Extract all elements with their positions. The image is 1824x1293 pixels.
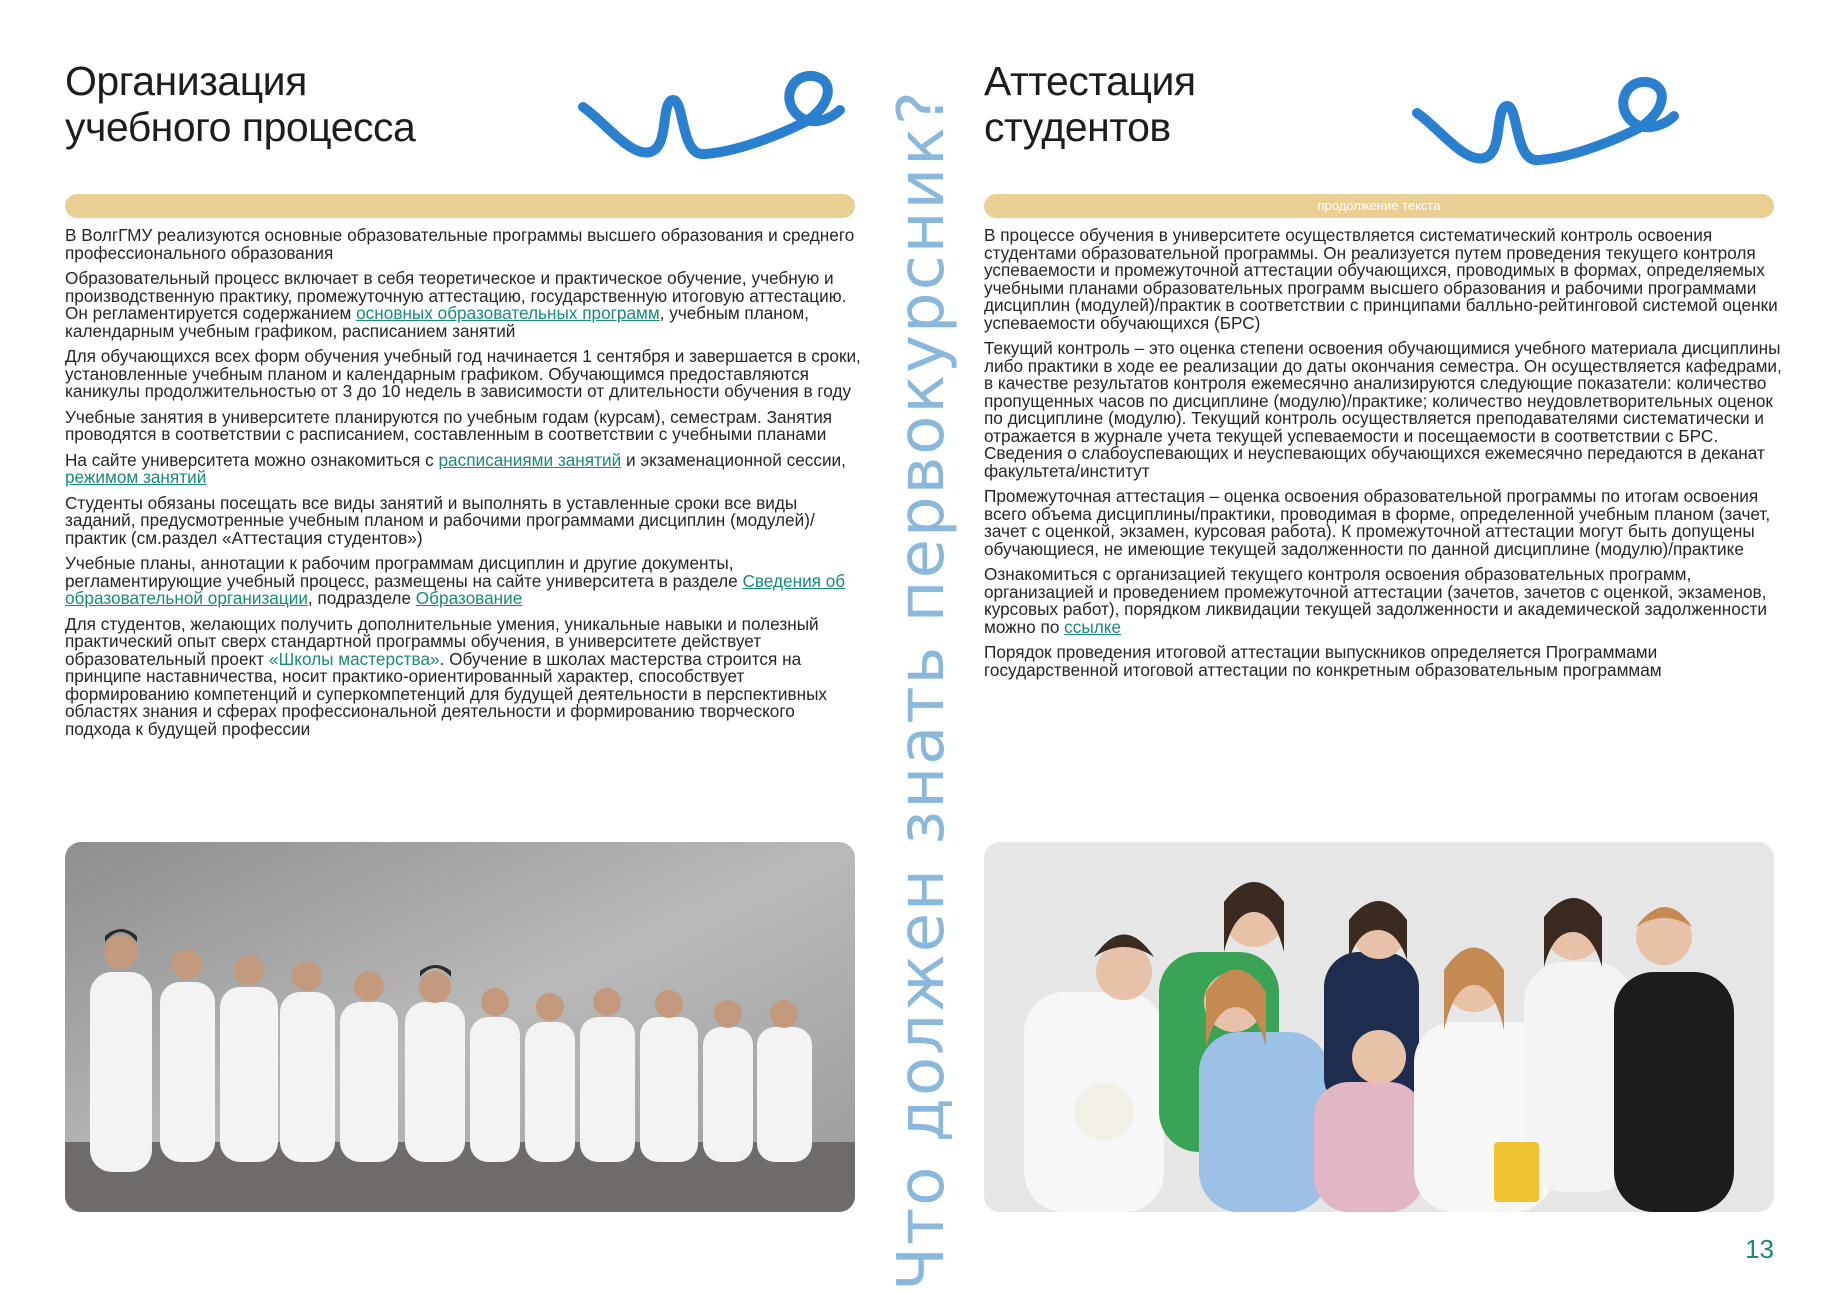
paragraph: Студенты обязаны посещать все виды занятий и выполнять в уставленные сроки все виды заданий, предусмотренные учебным планом и рабочими программами дисциплин (модулей)/практик (см.раздел «Аттестация студентов») (65, 492, 815, 548)
paragraph: Для студентов, желающих получить дополнительные умения, уникальные навыки и полезный практический опыт сверх стандартной программы обучения, в университете действует образовательный проект «Школы мастерства». Обучение в школах мастерства строится на принципе наставничества, носит практико-ориентированный характер, способствует формированию компетенций и суперкомпетенций для будущей деятельности в перспективных областях знания и сферах профессиональной деятельности и формированию творческого подхода к будущей профессии (65, 613, 828, 739)
continuation-band: продолжение текста (984, 194, 1774, 218)
organization-body (65, 227, 865, 746)
section-divider-band (65, 194, 855, 218)
link-education[interactable]: Образование (415, 588, 523, 608)
paragraph: Промежуточная аттестация – оценка освоения образовательной программы по итогам освоения всего объема дисциплины/практики, проводимая в форме, определенной учебным планом (зачет, зачет с оценкой, экзамен, курсовая работа). К промежуточной аттестации могут быть допущены обучающиеся, не имеющие текущей задолженности по данной дисциплине (модулю)/практике (984, 486, 1771, 559)
section-title-attestation: Аттестация студентов (984, 58, 1196, 150)
link-org-info[interactable]: Сведения об образовательной организации (65, 570, 846, 608)
group-photo-students (65, 842, 855, 1212)
paragraph: Порядок проведения итоговой аттестации выпускников определяется Программами государственной итоговой аттестации по конкретным образовательным программам (984, 642, 1662, 680)
paragraph: В процессе обучения в университете осуществляется систематический контроль освоения студентами образовательной программы. Он реализуется путем проведения текущего контроля успеваемости и промежуточной аттестации обучающихся, проводимых в формах, определяемых учебными планами образовательных программ высшего образования и рабочими программами дисциплин (модулей)/практик в соответствии с принципами балльно-рейтинговой системой оценки успеваемости обучающихся (БРС) (984, 225, 1778, 333)
paragraph: Текущий контроль – это оценка степени освоения обучающимися учебного материала дисциплины либо практики в ходе ее реализации до даты окончания семестра. Он осуществляется кафедрами, в качестве результатов контроля ежемесячно анализируются следующие показатели: количество пропущенных часов по дисциплине (модулю)/практике; количество неудовлетворительных оценок по дисциплине (модулю). Текущий контроль осуществляется преподавателями систематически и отражается в журнале учета текущей успеваемости и посещаемости в соответствии с БРС. Сведения о слабоуспевающих и неуспевающих обучающихся ежемесячно передаются в деканат факультета/институт (984, 338, 1782, 481)
link-class-mode[interactable]: режимом занятий (65, 467, 207, 487)
paragraph: Учебные занятия в университете планируются по учебным годам (курсам), семестрам. Занятия проводятся в соответствии с расписанием, составленным в соответствии с учебными планами (65, 406, 833, 444)
group-photo-female-students (984, 842, 1774, 1212)
vertical-section-heading: Что должен знать первокурсник? (885, 89, 959, 1291)
paragraph: Учебные планы, аннотации к рабочим программам дисциплин и другие документы, регламентирующие учебный процесс, размещены на сайте университета в разделе Сведения об образовательной организации, подразделе Образование (65, 553, 846, 608)
link-schedules[interactable]: расписаниями занятий (438, 449, 622, 470)
paragraph: Для обучающихся всех форм обучения учебный год начинается 1 сентября и завершается в сроки, установленные учебным планом и календарным графиком. Обучающимся предоставляются каникулы продолжительностью от 3 до 10 недель в зависимости от длительности обучения в году (65, 346, 861, 401)
attestation-body (984, 227, 1784, 687)
squiggle-decoration (1409, 68, 1679, 178)
page-number: 13 (1745, 1234, 1774, 1264)
link-attestation-info[interactable]: ссылке (1064, 616, 1121, 637)
paragraph: В ВолгГМУ реализуются основные образовательные программы высшего образования и среднего профессионального образования (65, 225, 855, 263)
photo-placeholder (984, 842, 1774, 1212)
paragraph: Ознакомиться с организацией текущего контроля освоения образовательных программ, организацией и проведением промежуточной аттестации (зачетов, зачетов с оценкой, экзаменов, курсовых работ), порядком ликвидации текущей задолженности и академической задолженности можно по ссылке (984, 564, 1767, 637)
paragraph: На сайте университета можно ознакомиться с расписаниями занятий и экзаменационной сессии, режимом занятий (65, 449, 846, 487)
paragraph: Образовательный процесс включает в себя теоретическое и практическое обучение, учебную и производственную практику, промежуточную аттестацию, государственную итоговую аттестацию. Он регламентируется содержанием основных образовательных программ, учебным планом, календарным учебным графиком, расписанием занятий (65, 268, 847, 341)
photo-placeholder (65, 842, 855, 1212)
squiggle-decoration (575, 62, 845, 172)
section-title-organization: Организация учебного процесса (65, 58, 416, 150)
link-main-programs[interactable]: основных образовательных программ (356, 303, 660, 323)
link-schools-of-mastery[interactable]: «Школы мастерства» (268, 648, 440, 669)
